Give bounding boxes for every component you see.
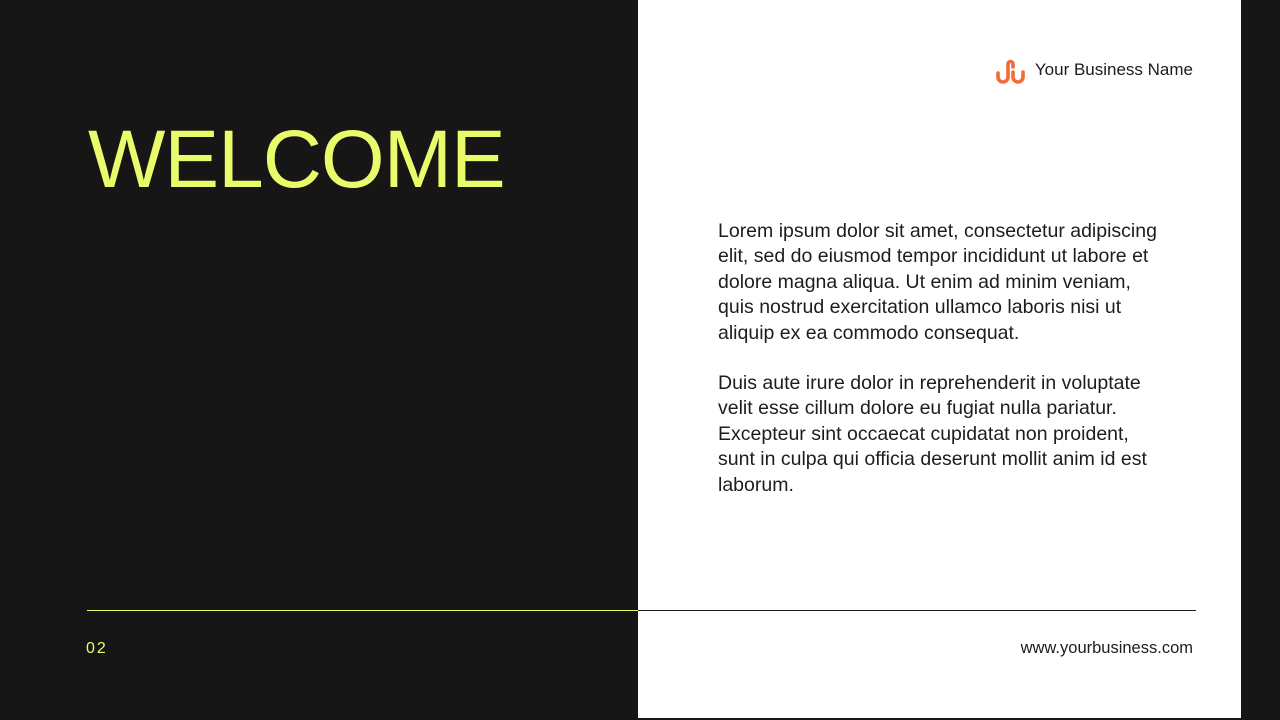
body-paragraph-1: Lorem ipsum dolor sit amet, consectetur adipiscing elit, sed do eiusmod tempor incididunt ut labore et dolore magna aliqua. Ut enim ad minim veniam, quis nostrud exercitation ullamco laboris nisi ut aliquip ex ea commodo consequat.: [718, 220, 1157, 344]
brand-header: [995, 56, 1193, 84]
slide-title: WELCOME: [88, 114, 505, 205]
body-paragraph-2: Duis aute irure dolor in reprehenderit in voluptate velit esse cillum dolore eu fugiat nulla pariatur. Excepteur sint occaecat cupidatat non proident, sunt in culpa qui officia deserunt mollit anim id est laborum.: [718, 372, 1147, 496]
divider-left: [87, 610, 638, 611]
business-name: Your Business Name: [1034, 60, 1193, 79]
body-text: [718, 219, 1168, 523]
divider-right: [638, 610, 1196, 611]
page-number: 02: [86, 640, 108, 657]
stumbleupon-logo-icon: [995, 56, 1026, 84]
website-link[interactable]: www.yourbusiness.com: [1020, 639, 1193, 657]
